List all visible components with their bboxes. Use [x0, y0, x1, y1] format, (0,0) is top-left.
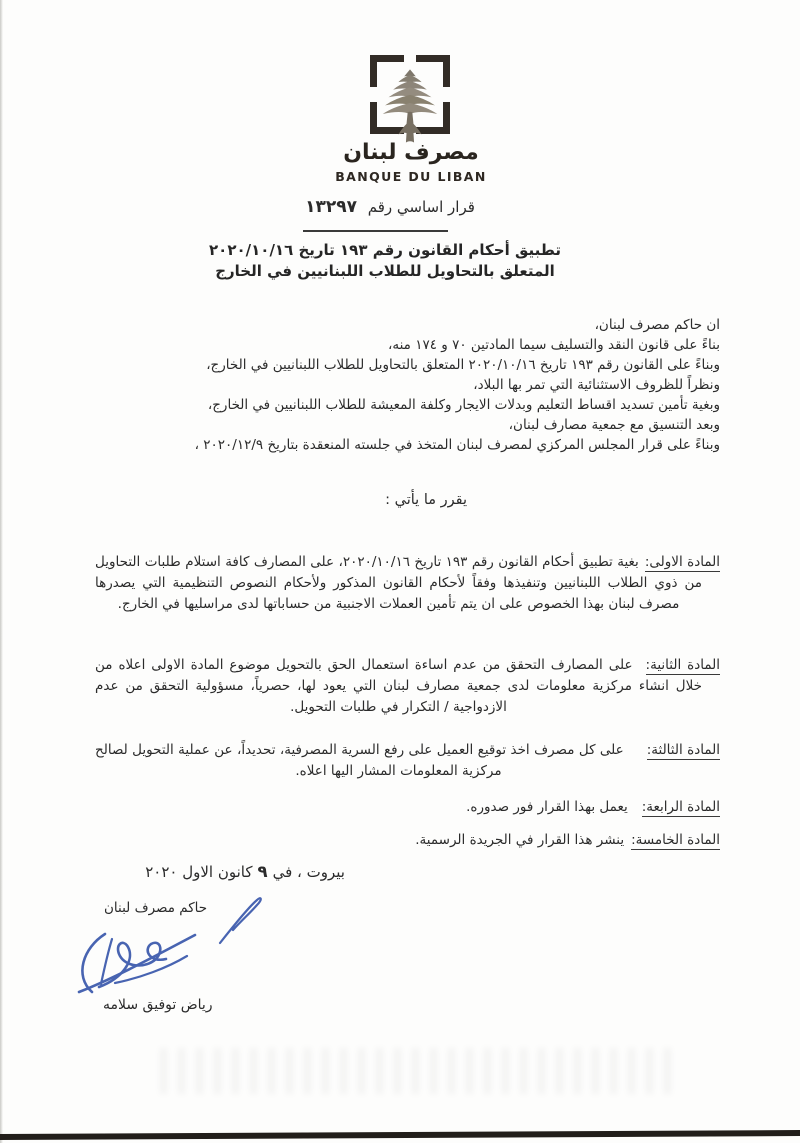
article-2-label: المادة الثانية: — [645, 657, 720, 673]
preamble-line: وبعد التنسيق مع جمعية مصارف لبنان، — [508, 417, 720, 433]
preamble-line: وبناءً على القانون رقم ١٩٣ تاريخ ٢٠٢٠/١٠/١٦ المتعلق بالتحاويل للطلاب اللبنانيين في الخارج، — [206, 357, 720, 373]
date-prefix: بيروت ، في — [272, 863, 345, 881]
decree-title-line2: المتعلق بالتحاويل للطلاب اللبنانيين في الخارج — [215, 262, 555, 280]
article-1-label: المادة الاولى: — [644, 554, 720, 570]
article-4-text: يعمل بهذا القرار فور صدوره. — [466, 799, 628, 815]
date-day: ٩ — [257, 862, 268, 881]
bank-name-arabic: مصرف لبنان — [343, 140, 479, 165]
decree-intro: يقرر ما يأتي : — [385, 492, 467, 508]
scan-ghosting — [160, 1048, 680, 1094]
decision-number: ١٣٢٩٧ — [305, 197, 357, 217]
article-5-label: المادة الخامسة: — [631, 832, 720, 848]
bank-name-latin: BANQUE DU LIBAN — [335, 169, 487, 184]
preamble — [40, 315, 720, 455]
article-4-label: المادة الرابعة: — [641, 799, 720, 815]
article-2 — [95, 655, 720, 718]
scan-edge-bottom — [0, 1130, 800, 1140]
article-5 — [95, 830, 720, 851]
signer-name: رياض توفيق سلامه — [103, 997, 213, 1013]
preamble-line: ونظراً للظروف الاستثنائية التي تمر بها البلاد، — [473, 377, 720, 393]
date-line — [145, 862, 345, 881]
preamble-line: بناءً على قانون النقد والتسليف سيما المادتين ٧٠ و ١٧٤ منه، — [388, 337, 720, 353]
decree-title-line1: تطبيق أحكام القانون رقم ١٩٣ تاريخ ٢٠٢٠/١٠/١٦ — [209, 241, 561, 259]
date-suffix: كانون الاول ٢٠٢٠ — [145, 863, 253, 881]
article-2-text: على المصارف التحقق من عدم اساءة استعمال الحق بالتحويل موضوع المادة الاولى اعلاه من خلال انشاء مركزية معلومات لدى جمعية مصارف لبنان التي يعود لها، حصرياً، مسؤولية التحقق من عدم الازدواجية / التكرار في طلبات التحويل. — [95, 657, 702, 715]
preamble-line: ان حاكم مصرف لبنان، — [594, 317, 720, 333]
preamble-line: وبناءً على قرار المجلس المركزي لمصرف لبنان المتخذ في جلسته المنعقدة بتاريخ ٢٠٢٠/١٢/٩ ، — [194, 437, 720, 453]
signer-title: حاكم مصرف لبنان — [104, 900, 208, 916]
article-4 — [95, 797, 720, 818]
article-3 — [95, 740, 720, 782]
article-5-text: ينشر هذا القرار في الجريدة الرسمية. — [415, 832, 625, 848]
decision-label: قرار اساسي رقم — [367, 198, 475, 216]
article-1-text: بغية تطبيق أحكام القانون رقم ١٩٣ تاريخ ٢٠٢٠/١٠/١٦، على المصارف كافة استلام طلبات التحاويل من ذوي الطلاب اللبنانيين وتنفيذها وفقاً لأحكام القانون المذكور ولأحكام النصوص التنظيمية التي يصدرها مصرف لبنان بهذا الخصوص على ان يتم تأمين العملات الاجنبية من حساباتها لدى مراسليها في الخارج. — [95, 554, 702, 612]
decision-separator — [303, 230, 448, 232]
decision-number-line — [0, 197, 780, 217]
article-1 — [95, 552, 720, 615]
cedar-tree-icon — [381, 68, 439, 145]
decree-title — [0, 240, 770, 282]
article-3-text: على كل مصرف اخذ توقيع العميل على رفع السرية المصرفية، تحديداً، عن عملية التحويل لصالح مركزية المعلومات المشار اليها اعلاه. — [95, 742, 624, 779]
preamble-line: وبغية تأمين تسديد اقساط التعليم وبدلات الايجار وكلفة المعيشة للطلاب اللبنانيين في الخارج، — [207, 397, 720, 413]
article-3-label: المادة الثالثة: — [646, 742, 721, 758]
